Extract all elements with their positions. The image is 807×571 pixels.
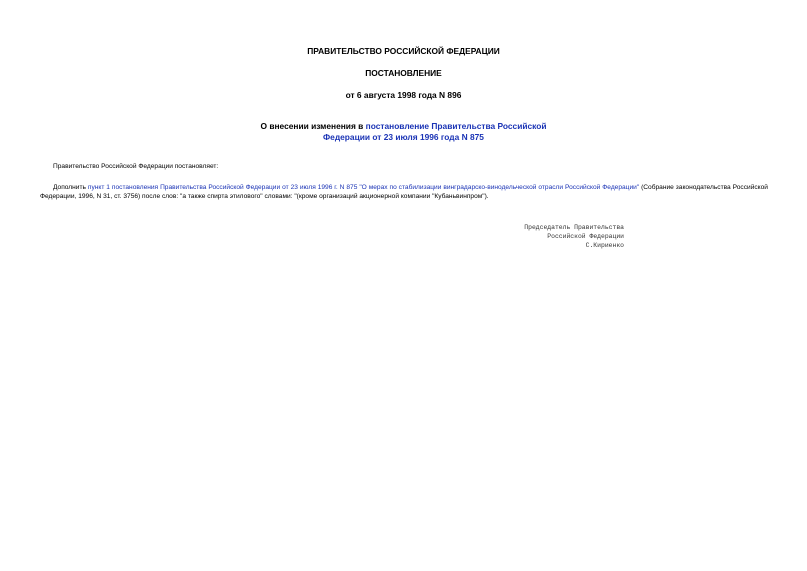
- document-type: ПОСТАНОВЛЕНИЕ: [365, 68, 442, 78]
- subject-line-2: [0, 132, 807, 143]
- issuer-title: ПРАВИТЕЛЬСТВО РОССИЙСКОЙ ФЕДЕРАЦИИ: [307, 46, 500, 56]
- referenced-document-link[interactable]: пункт 1 постановления Правительства Российской Федерации от 23 июля 1996 г. N 875 "О мерах по стабилизации винградарско-винодельческой отрасли Российской Федерации": [87, 184, 640, 191]
- subject-prefix: О внесении изменения в: [260, 121, 366, 131]
- document-date-number: от 6 августа 1998 года N 896: [345, 90, 462, 100]
- intro-paragraph: Правительство Российской Федерации постановляет:: [53, 163, 219, 170]
- document-subject: [0, 121, 807, 143]
- signature-block: [460, 223, 624, 250]
- subject-line-1: [0, 121, 807, 132]
- main-paragraph: [40, 183, 768, 202]
- signature-position: Председатель Правительства: [524, 224, 624, 231]
- main-paragraph-suffix: (Собрание законодательства Российской Федерации, 1996, N 31, ст. 3756) после слов: "а также спирта этилового" словами: "(кроме организаций акционерной компании "Кубаньвинпром").: [40, 184, 768, 201]
- signature-name: С.Кириенко: [585, 242, 624, 249]
- subject-link-part-2[interactable]: Федерации от 23 июля 1996 года N 875: [323, 132, 484, 142]
- signature-organization: Российской Федерации: [547, 233, 624, 240]
- main-paragraph-prefix: Дополнить: [53, 184, 88, 191]
- subject-link-part-1[interactable]: постановление Правительства Российской: [365, 121, 547, 131]
